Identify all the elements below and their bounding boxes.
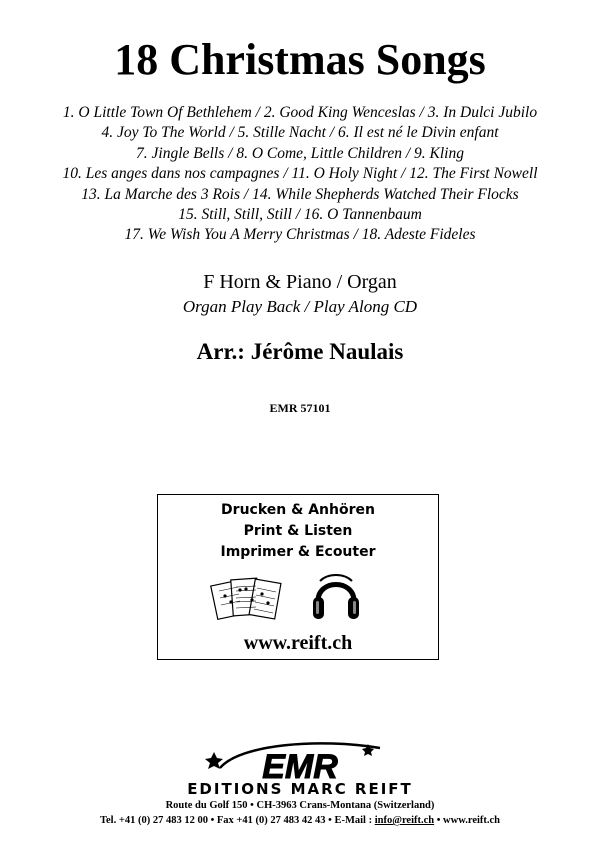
song-list-line: 13. La Marche des 3 Rois / 14. While Shepherds Watched Their Flocks: [81, 185, 519, 203]
emr-logo-text: EMR: [262, 748, 338, 782]
song-list-line: 15. Still, Still, Still / 16. O Tannenbaum: [178, 206, 422, 224]
promo-line-french: Imprimer & Ecouter: [220, 544, 376, 560]
publisher-name: EDITIONS MARC REIFT: [187, 780, 413, 798]
publisher-address: Route du Golf 150 • CH-3963 Crans-Montana (Switzerland): [165, 800, 435, 811]
page-title: 18 Christmas Songs: [114, 35, 486, 84]
website-url[interactable]: www.reift.ch: [243, 632, 353, 654]
headphones-icon: [310, 567, 362, 625]
song-list-line: 1. O Little Town Of Bethlehem / 2. Good King Wenceslas / 3. In Dulci Jubilo: [62, 104, 538, 121]
song-list-line: 10. Les anges dans nos campagnes / 11. O Holy Night / 12. The First Nowell: [62, 165, 538, 183]
song-list-line: 4. Joy To The World / 5. Stille Nacht / 6. Il est né le Divin enfant: [101, 124, 499, 142]
contact-website: • www.reift.ch: [434, 815, 501, 826]
instrumentation-subtitle: Organ Play Back / Play Along CD: [182, 297, 418, 316]
catalog-code: EMR 57101: [269, 401, 331, 415]
song-list-line: 17. We Wish You A Merry Christmas / 18. Adeste Fideles: [124, 226, 476, 244]
promo-line-german: Drucken & Anhören: [221, 502, 375, 518]
emr-logo: [200, 738, 400, 782]
sheet-music-icon: [210, 573, 282, 625]
arranger: Arr.: Jérôme Naulais: [196, 339, 404, 364]
song-list: [0, 103, 600, 246]
promo-line-english: Print & Listen: [243, 523, 353, 539]
contact-phone-fax: Tel. +41 (0) 27 483 12 00 • Fax +41 (0) 27 483 42 43 • E-Mail :: [99, 815, 375, 826]
song-list-line: 7. Jingle Bells / 8. O Come, Little Children / 9. Kling: [136, 144, 464, 162]
promo-box: [157, 494, 439, 660]
publisher-contact: [0, 814, 600, 827]
email-link[interactable]: info@reift.ch: [374, 815, 435, 826]
instrumentation: F Horn & Piano / Organ: [203, 271, 397, 293]
